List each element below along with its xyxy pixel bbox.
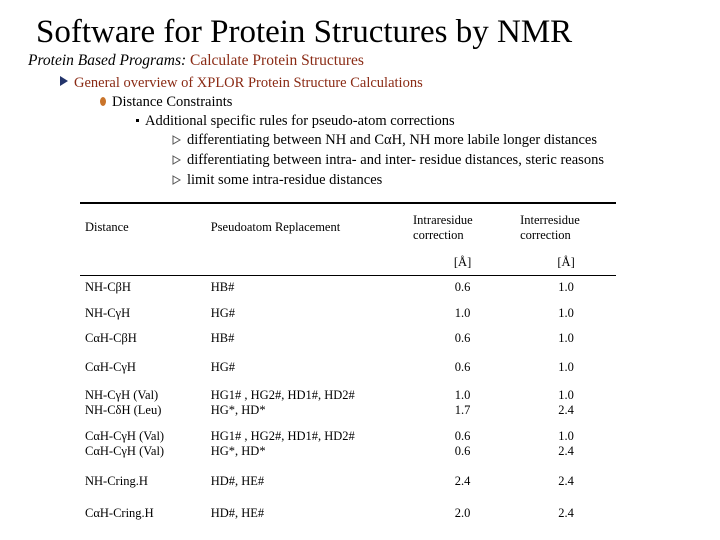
- unit-empty-cell: [207, 251, 409, 275]
- cell-distance: [80, 383, 207, 423]
- pseudoatom-correction-table: [80, 202, 616, 529]
- table-row: [80, 465, 616, 497]
- cell-distance: [80, 423, 207, 465]
- cell-inter: 2.4: [558, 473, 574, 488]
- triangle-bullet-icon: [60, 76, 68, 86]
- bullet-level4-text: differentiating between NH and CαH, NH more labile longer distances: [187, 132, 597, 148]
- unit-empty-cell: [80, 251, 207, 275]
- cell-replacement: HB#: [210, 331, 235, 345]
- header-inter-line1: Interresidue: [520, 212, 580, 227]
- arrow-bullet-icon: [172, 175, 181, 185]
- bullet-level1: [60, 74, 423, 92]
- cell-distance-line2: CαH-CγH (Val): [85, 444, 165, 458]
- cell-inter-line1: 1.0: [558, 429, 574, 443]
- slide-subtitle: [28, 52, 364, 70]
- slide-title: Software for Protein Structures by NMR: [36, 14, 573, 50]
- dot-bullet-icon: [100, 97, 106, 106]
- header-intraresidue: [409, 203, 516, 251]
- header-intra-line2: correction: [413, 227, 464, 242]
- header-intra-line1: Intraresidue: [413, 212, 473, 227]
- cell-replacement-line2: HG*, HD*: [210, 403, 266, 417]
- cell-intra: 2.4: [454, 473, 471, 488]
- subtitle-lead: Protein Based Programs:: [28, 52, 187, 69]
- cell-replacement-line1: HG1# , HG2#, HD1#, HD2#: [210, 429, 355, 443]
- cell-inter-line1: 1.0: [558, 388, 574, 402]
- bullet-level2-text: Distance Constraints: [112, 94, 233, 110]
- cell-inter: 1.0: [558, 305, 574, 320]
- bullet-level1-text: General overview of XPLOR Protein Structure Calculations: [74, 75, 423, 91]
- bullet-level4-text: limit some intra-residue distances: [187, 172, 383, 188]
- bullet-level4-item: [172, 131, 597, 149]
- cell-intra: 1.0: [454, 305, 471, 320]
- header-interresidue: [516, 203, 616, 251]
- cell-distance: NH-CβH: [85, 280, 131, 295]
- table-row: [80, 497, 616, 529]
- cell-intra-line1: 1.0: [454, 388, 471, 402]
- table-row: [80, 326, 616, 351]
- cell-replacement-line2: HG*, HD*: [210, 444, 266, 458]
- arrow-bullet-icon: [172, 155, 181, 165]
- bullet-level4-item: [172, 151, 604, 169]
- table-row: [80, 423, 616, 465]
- subtitle-rest: Calculate Protein Structures: [186, 52, 364, 69]
- cell-inter-line2: 2.4: [558, 403, 574, 417]
- cell-inter: 1.0: [558, 331, 574, 345]
- cell-distance-line1: NH-CγH (Val): [85, 388, 159, 402]
- cell-distance-line2: NH-CδH (Leu): [85, 403, 162, 417]
- cell-inter: [516, 383, 616, 423]
- header-inter-line2: correction: [520, 227, 571, 242]
- cell-distance-line1: CαH-CγH (Val): [85, 429, 165, 443]
- table-row: [80, 300, 616, 326]
- cell-replacement: HD#, HE#: [210, 505, 265, 520]
- header-pseudoatom: Pseudoatom Replacement: [210, 220, 341, 234]
- cell-intra: 2.0: [454, 505, 471, 520]
- cell-intra-line2: 0.6: [454, 444, 471, 458]
- unit-inter: [Å]: [516, 251, 616, 275]
- cell-replacement: HG#: [210, 305, 236, 320]
- bullet-level2: [100, 93, 232, 111]
- arrow-bullet-icon: [172, 135, 181, 145]
- table-row: [80, 383, 616, 423]
- bullet-level4-text: differentiating between intra- and inter- residue distances, steric reasons: [187, 152, 604, 168]
- cell-intra: 0.6: [454, 359, 471, 374]
- cell-distance: NH-Cring.H: [85, 473, 148, 488]
- cell-replacement: HB#: [210, 280, 235, 295]
- cell-replacement: [207, 423, 409, 465]
- cell-intra: [409, 383, 516, 423]
- bullet-level4-item: [172, 171, 382, 189]
- cell-inter: 1.0: [558, 359, 574, 374]
- cell-distance: CαH-CγH: [85, 359, 136, 374]
- cell-intra-line1: 0.6: [454, 429, 471, 443]
- cell-replacement: HG#: [210, 359, 236, 374]
- table-row: [80, 275, 616, 300]
- table-row: [80, 351, 616, 383]
- bullet-level3-text: Additional specific rules for pseudo-atom corrections: [145, 113, 455, 129]
- cell-replacement: [207, 383, 409, 423]
- table-unit-row: [80, 251, 616, 275]
- cell-intra: 0.6: [454, 280, 471, 295]
- cell-inter-line2: 2.4: [558, 444, 574, 458]
- cell-distance: CαH-Cring.H: [85, 505, 154, 520]
- cell-distance: CαH-CβH: [85, 331, 137, 345]
- cell-inter: 2.4: [558, 505, 574, 520]
- table-header-row: [80, 203, 616, 251]
- cell-inter: [516, 423, 616, 465]
- cell-intra: 0.6: [454, 331, 471, 345]
- header-distance: Distance: [85, 220, 129, 234]
- square-bullet-icon: [136, 119, 139, 122]
- bullet-level3: [136, 112, 455, 130]
- unit-intra: [Å]: [409, 251, 516, 275]
- cell-intra-line2: 1.7: [454, 403, 471, 417]
- cell-distance: NH-CγH: [85, 305, 131, 320]
- cell-inter: 1.0: [558, 280, 574, 295]
- cell-intra: [409, 423, 516, 465]
- cell-replacement: HD#, HE#: [210, 473, 265, 488]
- cell-replacement-line1: HG1# , HG2#, HD1#, HD2#: [210, 388, 355, 402]
